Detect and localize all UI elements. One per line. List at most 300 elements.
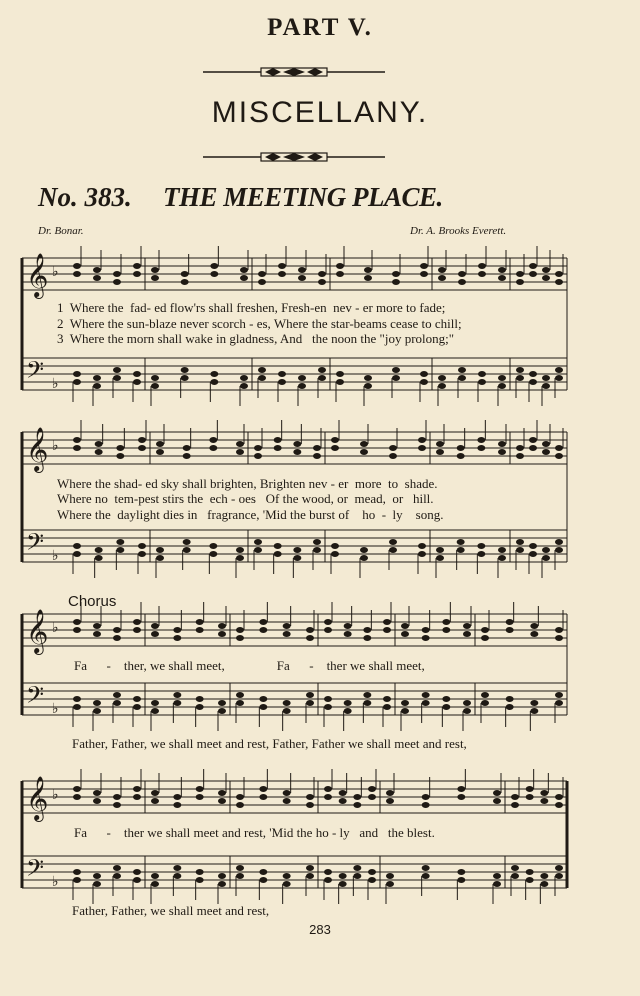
note-head (133, 696, 141, 702)
note-head (481, 700, 489, 706)
note-head (457, 786, 465, 792)
bass-clef: 𝄢 (26, 681, 45, 714)
note-head (113, 635, 121, 641)
note-head (481, 692, 489, 698)
note-head (336, 379, 344, 385)
note-head (324, 794, 332, 800)
note-head (218, 873, 226, 879)
note-head (392, 279, 400, 285)
note-head (151, 708, 159, 714)
note-head (183, 445, 191, 451)
note-head (457, 453, 465, 459)
note-head (542, 383, 550, 389)
note-head (422, 700, 430, 706)
note-head (353, 794, 361, 800)
note-head (218, 708, 226, 714)
note-head (420, 371, 428, 377)
note-head (196, 869, 204, 875)
note-head (498, 449, 506, 455)
note-head (477, 445, 485, 451)
note-head (463, 700, 471, 706)
note-head (324, 786, 332, 792)
note-head (529, 445, 537, 451)
note-head (457, 877, 465, 883)
note-head (401, 623, 409, 629)
note-head (210, 263, 218, 269)
treble-clef: 𝄞 (26, 427, 49, 471)
note-head (506, 627, 514, 633)
note-head (511, 794, 519, 800)
note-head (386, 873, 394, 879)
note-head (422, 635, 430, 641)
note-head (542, 375, 550, 381)
note-head (555, 865, 563, 871)
note-head (463, 708, 471, 714)
flat-sign: ♭ (52, 438, 59, 454)
note-head (173, 635, 181, 641)
bass-clef: 𝄢 (26, 854, 45, 887)
note-head (259, 877, 267, 883)
note-head (386, 798, 394, 804)
verse-2-line-2: Where no tem-pest stirs the ech - oes Of the wood, or mead, or hill. (57, 491, 434, 506)
note-head (324, 696, 332, 702)
note-head (540, 881, 548, 887)
note-head (457, 445, 465, 451)
note-head (529, 543, 537, 549)
note-head (236, 635, 244, 641)
note-head (542, 275, 550, 281)
note-head (210, 379, 218, 385)
note-head (306, 802, 314, 808)
note-head (516, 445, 524, 451)
note-head (133, 869, 141, 875)
note-head (540, 790, 548, 796)
note-head (210, 371, 218, 377)
note-head (259, 627, 267, 633)
note-head (422, 873, 430, 879)
note-head (331, 445, 339, 451)
note-head (418, 543, 426, 549)
note-head (283, 708, 291, 714)
flat-sign: ♭ (52, 701, 59, 717)
note-head (555, 367, 563, 373)
flat-sign: ♭ (52, 787, 59, 803)
note-head (498, 383, 506, 389)
note-head (73, 263, 81, 269)
note-head (113, 802, 121, 808)
note-head (156, 547, 164, 553)
note-head (555, 794, 563, 800)
note-head (306, 865, 314, 871)
verse-1-line-1: 1 Where the fad- ed flow'rs shall freshen, Fresh-en nev - er more to fade; (57, 300, 446, 315)
note-head (511, 802, 519, 808)
note-head (529, 371, 537, 377)
note-head (138, 437, 146, 443)
note-head (151, 275, 159, 281)
note-head (336, 271, 344, 277)
chorus-treble-lyric-1: Fa - ther, we shall meet, Fa - ther we shall meet, (74, 658, 425, 673)
note-head (542, 547, 550, 553)
note-head (530, 631, 538, 637)
note-head (477, 551, 485, 557)
note-head (116, 445, 124, 451)
note-head (283, 623, 291, 629)
note-head (93, 798, 101, 804)
note-head (418, 551, 426, 557)
note-head (542, 441, 550, 447)
note-head (306, 692, 314, 698)
note-head (389, 547, 397, 553)
note-head (438, 375, 446, 381)
note-head (73, 627, 81, 633)
note-head (196, 794, 204, 800)
note-head (209, 437, 217, 443)
part-heading: PART V. (267, 14, 373, 41)
note-head (181, 271, 189, 277)
note-head (156, 449, 164, 455)
note-head (254, 539, 262, 545)
note-head (353, 873, 361, 879)
note-head (458, 271, 466, 277)
note-head (113, 700, 121, 706)
note-head (113, 692, 121, 698)
note-head (506, 704, 514, 710)
note-head (298, 375, 306, 381)
treble-clef: 𝄞 (26, 609, 49, 653)
note-head (401, 708, 409, 714)
note-head (73, 437, 81, 443)
note-head (324, 619, 332, 625)
flat-sign: ♭ (52, 376, 59, 392)
note-head (113, 367, 121, 373)
note-head (493, 798, 501, 804)
note-head (555, 547, 563, 553)
note-head (363, 692, 371, 698)
note-head (151, 383, 159, 389)
note-head (254, 453, 262, 459)
note-head (236, 802, 244, 808)
verse-1-line-2: Where the shad- ed sky shall brighten, Brighten nev - er more to shade. (57, 476, 438, 491)
note-head (133, 627, 141, 633)
note-head (196, 627, 204, 633)
note-head (555, 692, 563, 698)
note-head (526, 786, 534, 792)
note-head (555, 700, 563, 706)
note-head (73, 619, 81, 625)
note-head (133, 379, 141, 385)
note-head (442, 627, 450, 633)
note-head (73, 869, 81, 875)
note-head (418, 437, 426, 443)
note-head (511, 873, 519, 879)
note-head (133, 271, 141, 277)
note-head (93, 700, 101, 706)
note-head (116, 539, 124, 545)
note-head (324, 627, 332, 633)
note-head (331, 437, 339, 443)
note-head (73, 271, 81, 277)
note-head (151, 631, 159, 637)
note-head (151, 873, 159, 879)
note-head (364, 267, 372, 273)
note-head (116, 453, 124, 459)
note-head (259, 869, 267, 875)
note-head (116, 547, 124, 553)
note-head (318, 375, 326, 381)
note-head (95, 547, 103, 553)
note-head (259, 786, 267, 792)
note-head (529, 551, 537, 557)
note-head (196, 619, 204, 625)
note-head (306, 873, 314, 879)
note-head (477, 437, 485, 443)
note-head (259, 619, 267, 625)
note-head (196, 786, 204, 792)
note-head (236, 873, 244, 879)
note-head (481, 627, 489, 633)
note-head (313, 547, 321, 553)
note-head (516, 279, 524, 285)
note-head (318, 279, 326, 285)
note-head (498, 547, 506, 553)
page-number: 283 (309, 922, 331, 937)
note-head (313, 453, 321, 459)
note-head (133, 786, 141, 792)
note-head (529, 379, 537, 385)
note-head (555, 873, 563, 879)
note-head (259, 704, 267, 710)
note-head (298, 267, 306, 273)
note-head (457, 547, 465, 553)
note-head (196, 704, 204, 710)
note-head (254, 547, 262, 553)
note-head (73, 551, 81, 557)
flat-sign: ♭ (52, 548, 59, 564)
note-head (360, 555, 368, 561)
note-head (457, 539, 465, 545)
note-head (298, 383, 306, 389)
note-head (259, 696, 267, 702)
note-head (183, 453, 191, 459)
note-head (93, 375, 101, 381)
note-head (173, 873, 181, 879)
note-head (306, 627, 314, 633)
hymn-title: THE MEETING PLACE. (163, 182, 443, 212)
note-head (133, 371, 141, 377)
note-head (324, 704, 332, 710)
verse-3-line-2: Where the daylight dies in fragrance, 'Mid the burst of ho - ly song. (57, 507, 444, 522)
note-head (498, 267, 506, 273)
note-head (389, 453, 397, 459)
note-head (383, 627, 391, 633)
note-head (293, 555, 301, 561)
note-head (336, 263, 344, 269)
note-head (478, 271, 486, 277)
note-head (493, 790, 501, 796)
note-head (324, 869, 332, 875)
note-head (173, 802, 181, 808)
note-head (218, 631, 226, 637)
chorus-bass-lyric-1: Father, Father, we shall meet and rest, Father, Father we shall meet and rest, (72, 736, 467, 751)
note-head (73, 794, 81, 800)
note-head (151, 375, 159, 381)
note-head (478, 379, 486, 385)
note-head (313, 539, 321, 545)
note-head (181, 279, 189, 285)
note-head (418, 445, 426, 451)
note-head (422, 802, 430, 808)
note-head (438, 267, 446, 273)
note-head (133, 263, 141, 269)
note-head (463, 631, 471, 637)
note-head (339, 873, 347, 879)
note-head (529, 437, 537, 443)
note-head (506, 619, 514, 625)
note-head (73, 877, 81, 883)
note-head (457, 869, 465, 875)
chorus-bass-lyric-2: Father, Father, we shall meet and rest, (72, 903, 270, 918)
note-head (93, 708, 101, 714)
note-head (278, 263, 286, 269)
note-head (555, 279, 563, 285)
note-head (542, 267, 550, 273)
note-head (173, 692, 181, 698)
note-head (555, 539, 563, 545)
note-head (236, 555, 244, 561)
note-head (283, 881, 291, 887)
note-head (516, 375, 524, 381)
note-head (293, 441, 301, 447)
note-head (368, 877, 376, 883)
note-head (542, 449, 550, 455)
note-head (344, 708, 352, 714)
note-head (530, 708, 538, 714)
note-head (138, 543, 146, 549)
note-head (181, 375, 189, 381)
note-head (236, 700, 244, 706)
note-head (498, 555, 506, 561)
note-head (438, 383, 446, 389)
note-head (113, 873, 121, 879)
note-head (420, 271, 428, 277)
note-head (236, 865, 244, 871)
note-head (274, 437, 282, 443)
note-head (151, 790, 159, 796)
note-head (93, 873, 101, 879)
note-head (133, 877, 141, 883)
note-head (113, 271, 121, 277)
note-head (511, 865, 519, 871)
note-head (516, 271, 524, 277)
bass-clef: 𝄢 (26, 356, 45, 389)
note-head (420, 263, 428, 269)
note-head (368, 786, 376, 792)
note-head (555, 627, 563, 633)
note-head (218, 798, 226, 804)
note-head (113, 627, 121, 633)
note-head (73, 696, 81, 702)
note-head (283, 631, 291, 637)
note-head (478, 263, 486, 269)
note-head (420, 379, 428, 385)
note-head (306, 635, 314, 641)
note-head (183, 547, 191, 553)
note-head (133, 704, 141, 710)
note-head (339, 881, 347, 887)
verse-2-line-1: 2 Where the sun-blaze never scorch - es, Where the star-beams cease to chill; (57, 316, 462, 331)
note-head (344, 700, 352, 706)
note-head (95, 441, 103, 447)
note-head (73, 379, 81, 385)
note-head (113, 794, 121, 800)
note-head (259, 794, 267, 800)
note-head (151, 623, 159, 629)
note-head (555, 635, 563, 641)
note-head (173, 627, 181, 633)
note-head (278, 371, 286, 377)
note-head (360, 449, 368, 455)
note-head (438, 275, 446, 281)
note-head (298, 275, 306, 281)
note-head (151, 798, 159, 804)
note-head (401, 700, 409, 706)
note-head (283, 798, 291, 804)
note-head (516, 547, 524, 553)
note-head (274, 551, 282, 557)
note-head (463, 623, 471, 629)
note-head (516, 453, 524, 459)
note-head (93, 383, 101, 389)
note-head (526, 869, 534, 875)
note-head (422, 692, 430, 698)
note-head (218, 881, 226, 887)
note-head (392, 367, 400, 373)
note-head (363, 635, 371, 641)
note-head (422, 627, 430, 633)
note-head (458, 375, 466, 381)
note-head (530, 623, 538, 629)
note-head (516, 539, 524, 545)
note-head (151, 881, 159, 887)
note-head (386, 790, 394, 796)
flat-sign: ♭ (52, 264, 59, 280)
note-head (392, 375, 400, 381)
note-head (138, 551, 146, 557)
bass-clef: 𝄢 (26, 528, 45, 561)
verse-3-line-1: 3 Where the morn shall wake in gladness, And the noon the "joy prolong;" (57, 331, 455, 346)
note-head (331, 551, 339, 557)
note-head (344, 623, 352, 629)
note-head (283, 700, 291, 706)
treble-clef: 𝄞 (26, 776, 49, 820)
note-head (506, 696, 514, 702)
note-head (151, 700, 159, 706)
note-head (458, 279, 466, 285)
note-head (477, 543, 485, 549)
note-head (258, 375, 266, 381)
note-head (113, 865, 121, 871)
note-head (113, 375, 121, 381)
note-head (240, 383, 248, 389)
note-head (173, 865, 181, 871)
note-head (313, 445, 321, 451)
note-head (353, 865, 361, 871)
note-head (368, 869, 376, 875)
note-head (339, 798, 347, 804)
note-head (209, 551, 217, 557)
note-head (218, 790, 226, 796)
note-head (236, 547, 244, 553)
